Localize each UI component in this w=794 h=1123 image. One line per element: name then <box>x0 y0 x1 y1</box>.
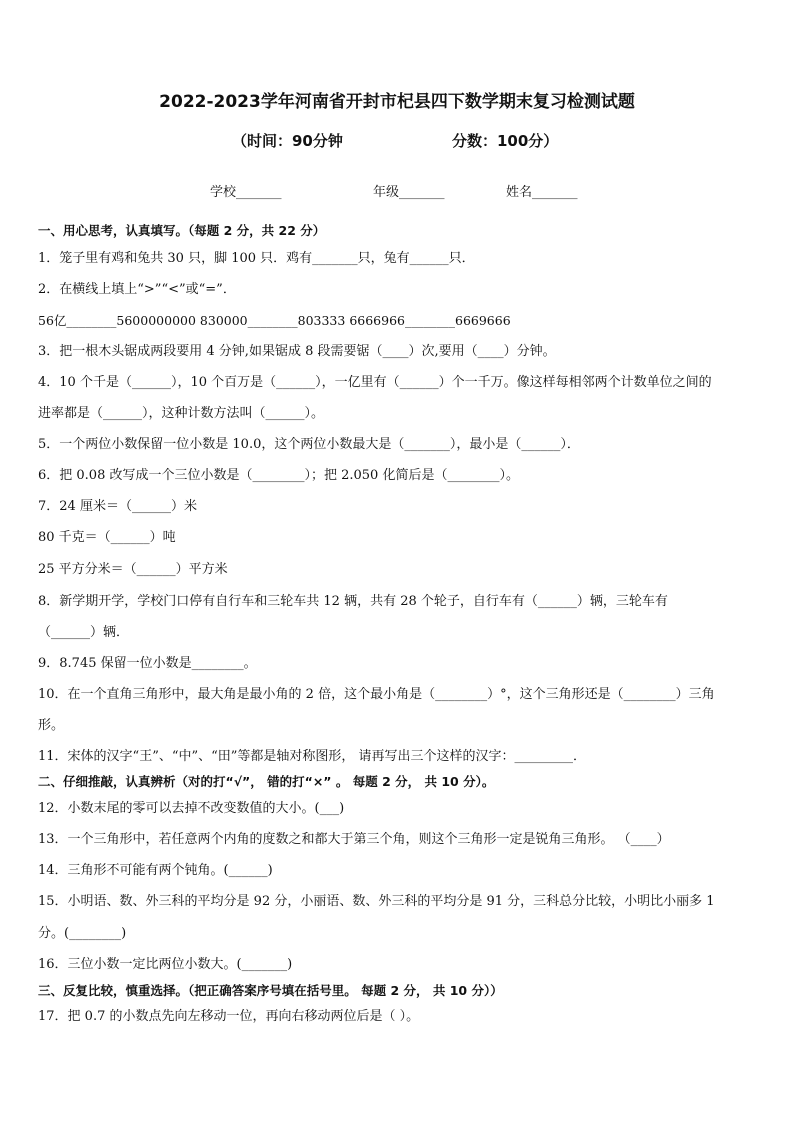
question-line: 7．24 厘米＝（______）米 <box>38 499 197 514</box>
question-line: 5．一个两位小数保留一位小数是 10.0，这个两位小数最大是（_______），最小是（______）． <box>38 437 580 452</box>
question-line: 形。 <box>38 718 65 733</box>
question-line: 4．10 个千是（______），10 个百万是（______），一亿里有（______）个一千万。像这样每相邻两个计数单位之间的 <box>38 375 712 390</box>
section-heading: 一、用心思考，认真填写。（每题 2 分，共 22 分） <box>38 223 326 238</box>
question-line: 6．把 0.08 改写成一个三位小数是（________）；把 2.050 化简后是（________）。 <box>38 468 519 483</box>
question-line: 3．把一根木头锯成两段要用 4 分钟,如果锯成 8 段需要锯（____）次,要用（____）分钟。 <box>38 344 556 359</box>
question-line: 2．在横线上填上“>”“<”或“=”． <box>38 282 236 297</box>
question-line: 分。(________) <box>38 926 127 941</box>
question-line: 14．三角形不可能有两个钝角。(______) <box>38 863 273 878</box>
school-field: 学校_______ <box>210 185 282 200</box>
question-line: （______）辆． <box>38 625 130 640</box>
question-line: 16．三位小数一定比两位小数大。(_______) <box>38 957 293 972</box>
section-heading: 三、反复比较，慎重选择。（把正确答案序号填在括号里。 每题 2 分， 共 10 分）） <box>38 983 503 998</box>
question-line: 13．一个三角形中，若任意两个内角的度数之和都大于第三个角，则这个三角形一定是锐角三角形。 （____） <box>38 832 670 847</box>
question-line: 11．宋体的汉字“王”、“中”、“田”等都是轴对称图形， 请再写出三个这样的汉字：_________． <box>38 749 587 764</box>
name-field: 姓名_______ <box>506 185 578 200</box>
question-line: 17．把 0.7 的小数点先向左移动一位，再向右移动两位后是（ ）。 <box>38 1009 420 1024</box>
question-line: 10．在一个直角三角形中，最大角是最小角的 2 倍，这个最小角是（________）°，这个三角形还是（________）三角 <box>38 687 715 702</box>
question-line: 8．新学期开学，学校门口停有自行车和三轮车共 12 辆，共有 28 个轮子，自行车有（______）辆，三轮车有 <box>38 594 668 609</box>
exam-score: 分数：100分） <box>452 132 559 150</box>
section-heading: 二、仔细推敲，认真辨析（对的打“√”， 错的打“×” 。 每题 2 分， 共 10 分）。 <box>38 774 495 789</box>
exam-time: （时间：90分钟 <box>232 132 343 150</box>
question-line: 80 千克＝（______）吨 <box>38 530 176 545</box>
question-line: 1．笼子里有鸡和兔共 30 只，脚 100 只．鸡有_______只，兔有______只． <box>38 251 475 266</box>
question-line: 进率都是（______），这种计数方法叫（______）。 <box>38 406 325 421</box>
question-line: 56亿________5600000000 830000________803333 6666966________6669666 <box>38 313 511 328</box>
question-line: 12．小数末尾的零可以去掉不改变数值的大小。(___) <box>38 801 345 816</box>
exam-title: 2022-2023学年河南省开封市杞县四下数学期末复习检测试题 <box>159 92 635 112</box>
question-line: 9．8.745 保留一位小数是________。 <box>38 656 257 671</box>
question-line: 25 平方分米＝（______）平方米 <box>38 562 228 577</box>
grade-field: 年级_______ <box>373 185 445 200</box>
question-line: 15．小明语、数、外三科的平均分是 92 分，小丽语、数、外三科的平均分是 91 分，三科总分比较，小明比小丽多 1 <box>38 894 715 909</box>
